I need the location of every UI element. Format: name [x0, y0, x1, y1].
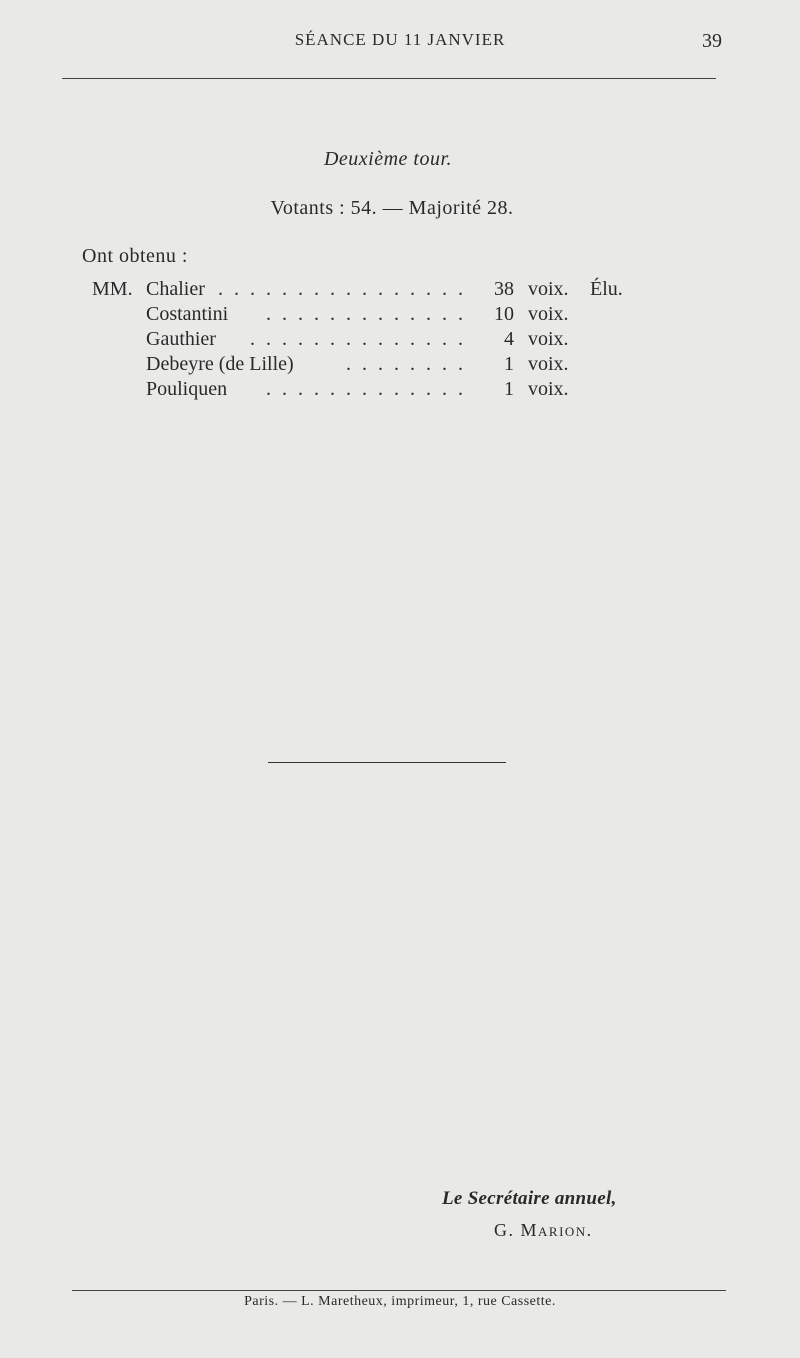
candidate-name: Debeyre (de Lille) [146, 353, 294, 375]
vote-unit: voix. [528, 353, 569, 375]
vote-unit: voix. [528, 328, 569, 350]
leader-dots: . . . . . . . . . . . . . . [250, 328, 466, 350]
page-number: 39 [702, 30, 722, 52]
leader-dots: . . . . . . . . [346, 353, 466, 375]
vote-count: 10 [494, 303, 514, 325]
leader-dots: . . . . . . . . . . . . . . . . [218, 278, 466, 300]
result-prefix: MM. [92, 278, 133, 300]
header-rule [62, 78, 716, 79]
candidate-name: Gauthier [146, 328, 216, 350]
candidate-name: Pouliquen [146, 378, 228, 400]
running-header: SÉANCE DU 11 JANVIER [294, 30, 506, 49]
result-row [92, 352, 652, 377]
vote-count: 1 [504, 378, 514, 400]
vote-unit: voix. [528, 303, 569, 325]
results-list [92, 277, 652, 402]
result-row [92, 377, 652, 402]
leader-dots: . . . . . . . . . . . . . [266, 378, 466, 400]
section-divider [268, 762, 506, 763]
footer-rule [72, 1290, 726, 1291]
votes-summary: Votants : 54. — Majorité 28. [270, 197, 514, 219]
result-row [92, 327, 652, 352]
vote-count: 4 [504, 328, 514, 350]
result-row [92, 277, 652, 302]
elected-note: Élu. [590, 278, 623, 300]
vote-count: 38 [494, 278, 514, 300]
vote-count: 1 [504, 353, 514, 375]
printer-imprint: Paris. — L. Maretheux, imprimeur, 1, rue Cassette. [244, 1294, 556, 1309]
results-intro: Ont obtenu : [82, 245, 188, 267]
leader-dots: . . . . . . . . . . . . . [266, 303, 466, 325]
candidate-name: Chalier [146, 278, 205, 300]
candidate-name: Costantini [146, 303, 229, 325]
signature-title: Le Secrétaire annuel, [442, 1188, 617, 1209]
vote-unit: voix. [528, 378, 569, 400]
result-row [92, 302, 652, 327]
vote-unit: voix. [528, 278, 569, 300]
signature-name: G. Marion. [494, 1220, 593, 1240]
section-heading: Deuxième tour. [323, 148, 453, 170]
